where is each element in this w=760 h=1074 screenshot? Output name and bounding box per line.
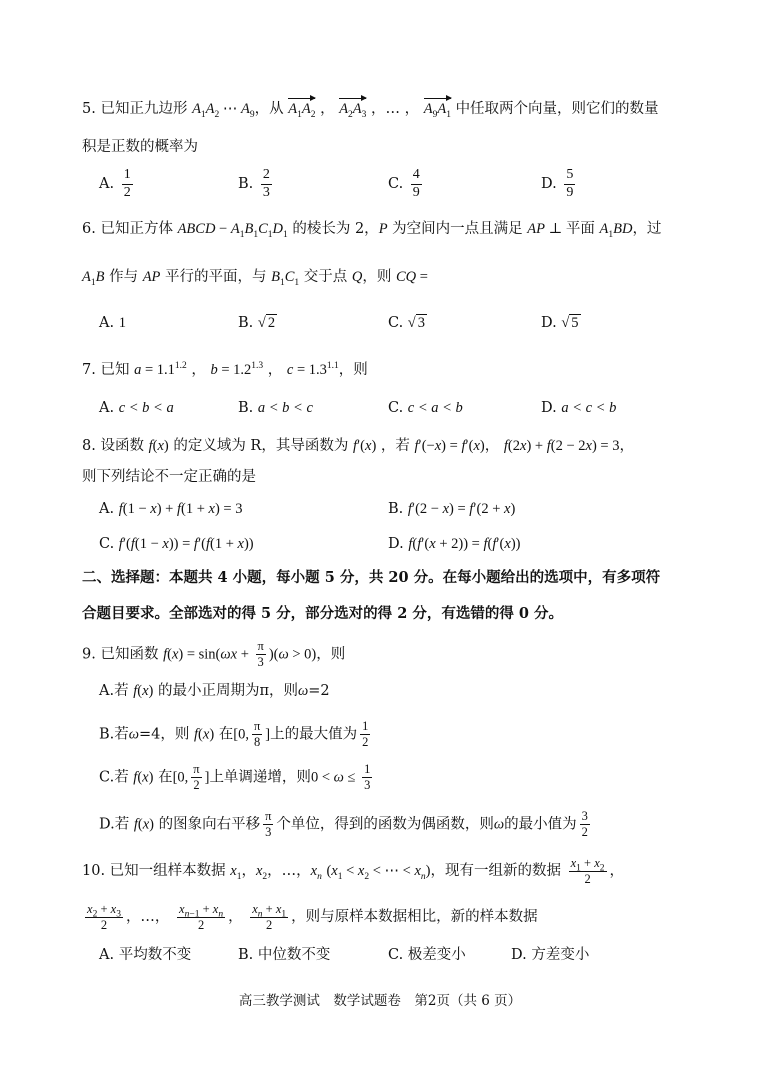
sqrt-icon: √ [407, 315, 416, 331]
q6-option-d[interactable]: D. √ 5 [541, 315, 579, 331]
q8-stem: 8. 设函数 f(x) 的定义域为 R，其导函数为 f′(x) ，若 f′(−x) = f′(x)， f(2x) + f(2 − 2x) = 3， [82, 438, 634, 454]
q8-option-c[interactable]: C. f′(f(1 − x)) = f′(f(1 + x)) [99, 536, 254, 552]
q7-stem: 7. 已知 $a = 1.1^{1.2}$ ， $b = 1.2^{1.3}$ ， $c = 1.3^{1.1}$，则 [82, 361, 368, 378]
q6-option-b[interactable]: B. √ 2 [238, 315, 276, 331]
q5-option-d[interactable]: D. $\frac{5}{9}$ [541, 167, 574, 200]
q9-option-c[interactable]: C.若 f(x) 在[0, $\frac{\pi}{2}$ ]上单调递增，则0 < ω ≤ $\frac{1}{3}$ [99, 762, 371, 793]
q9-option-a[interactable]: A.若 f(x) 的最小正周期为π，则ω=2 [99, 683, 330, 699]
q5-option-c[interactable]: C. $\frac{4}{9}$ [388, 167, 420, 200]
q7-option-c[interactable]: C. c < a < b [388, 400, 463, 416]
q7-option-b[interactable]: B. a < b < c [238, 400, 313, 416]
vector-a2a3: $A_2A_3$ [339, 98, 366, 118]
q6-option-c[interactable]: C. √ 3 [388, 315, 426, 331]
vector-a1a2: $A_1A_2$ [288, 98, 315, 118]
q8-option-a[interactable]: A. f(1 − x) + f(1 + x) = 3 [99, 501, 243, 517]
q9-stem: 9. 已知函数 f(x) = sin(ωx + $\frac{\pi}{3}$ )(ω > 0)，则 [82, 639, 346, 670]
q5-stem-line2: 积是正数的概率为 [82, 139, 198, 155]
q7-option-a[interactable]: A. c < b < a [99, 400, 174, 416]
q5-stem: 5. 已知正九边形 $A_1A_2$ ⋯ $A_9$，从 $A_1A_2$ ， $A_2A_3$ ，… ， $A_9A_1$ 中任取两个向量，则它们的数量 [82, 98, 659, 120]
q5-stem-text: 5. 已知正九边形 [82, 101, 188, 117]
q9-option-b[interactable]: B.若ω=4，则 f(x) 在[0, $\frac{\pi}{8}$ ]上的最大值为 $\frac{1}{2}$ [99, 719, 369, 750]
q5-option-b[interactable]: B. $\frac{2}{3}$ [238, 167, 270, 200]
q8-stem-line2: 则下列结论不一定正确的是 [82, 469, 256, 485]
q10-stem: 10. 已知一组样本数据 $x_1$，$x_2$，…，$x_n$ ($x_1 < x_2$ < ⋯ < $x_n$)，现有一组新的数据 $\frac{x_1 + x_2}{2}$ ， [82, 856, 625, 887]
q10-option-b[interactable]: B. 中位数不变 [238, 947, 331, 963]
q5-option-a[interactable]: A. $\frac{1}{2}$ [99, 167, 131, 200]
q6-option-a[interactable]: A. 1 [99, 315, 126, 331]
q10-option-d[interactable]: D. 方差变小 [511, 947, 590, 963]
q10-option-a[interactable]: A. 平均数不变 [99, 947, 192, 963]
q6-stem: 6. 已知正方体 ABCD − $A_1B_1C_1D_1$ 的棱长为 2，P 为空间内一点且满足 AP ⊥ 平面 $A_1BD$，过 [82, 221, 662, 240]
vector-a9a1: $A_9A_1$ [424, 98, 451, 118]
q8-option-b[interactable]: B. f′(2 − x) = f′(2 + x) [388, 501, 516, 517]
q6-stem-line2: $A_1B$ 作与 AP 平行的平面，与 $B_1C_1$ 交于点 Q，则 CQ = [82, 269, 428, 288]
section2-header-line2: 合题目要求。全部选对的得 5 分，部分选对的得 2 分，有选错的得 0 分。 [82, 605, 564, 622]
sqrt-icon: √ [257, 315, 266, 331]
section2-header-line1: 二、选择题：本题共 4 小题，每小题 5 分，共 20 分。在每小题给出的选项中，有多项符 [82, 569, 661, 586]
sqrt-icon: √ [561, 315, 570, 331]
q10-option-c[interactable]: C. 极差变小 [388, 947, 466, 963]
q9-option-d[interactable]: D.若 f(x) 的图象向右平移 $\frac{\pi}{3}$ 个单位，得到的函数为偶函数，则ω的最小值为 $\frac{3}{2}$ [99, 809, 588, 840]
q10-stem-line2: $\frac{x_2 + x_3}{2}$ ，…， $\frac{x_{n-1} + x_n}{2}$ ， $\frac{x_n + x_1}{2}$ ，则与原样本数据相比，新的样本数据 [87, 902, 538, 933]
q7-option-d[interactable]: D. a < c < b [541, 400, 617, 416]
q8-option-d[interactable]: D. f(f′(x + 2)) = f(f′(x)) [388, 536, 521, 552]
page-footer: 高三教学测试 数学试题卷 第2页（共 6 页） [238, 993, 522, 1009]
